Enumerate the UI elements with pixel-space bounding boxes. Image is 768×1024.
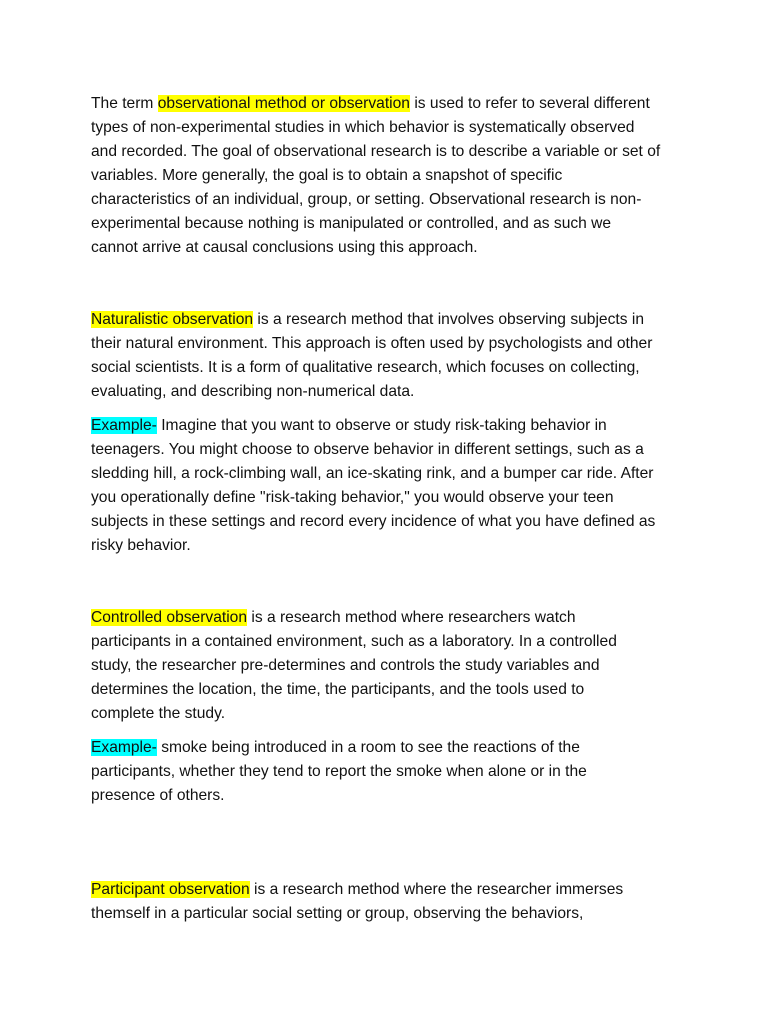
paragraph-body: is a research method that involves observing subjects in their natural environment. This approach is often used by psychologists and other social scientists. It is a form of qualitative research, which focuses on collecting, evaluating, and describing non-numerical data. [91,311,653,400]
paragraph-observational-method [91,92,691,260]
highlighted-term: Naturalistic observation [91,311,254,328]
paragraph-example-controlled [91,736,691,808]
document-page [91,92,691,926]
paragraph-body: is a research method where researchers watch participants in a contained environment, such as a laboratory. In a controlled study, the researcher pre-determines and controls the study variables and determines the location, the time, the participants, and the tools used to complete the study. [91,609,617,722]
paragraph-example-naturalistic [91,414,691,558]
example-label: Example- [91,417,157,434]
paragraph-naturalistic-observation [91,308,691,404]
highlighted-term: Controlled observation [91,609,248,626]
example-label: Example- [91,739,157,756]
paragraph-participant-observation [91,878,691,926]
highlighted-term: observational method or observation [157,95,410,112]
paragraph-body: Imagine that you want to observe or study risk-taking behavior in teenagers. You might choose to observe behavior in different settings, such as a sledding hill, a rock-climbing wall, an ice-skating rink, and a bumper car ride. After you operationally define "risk-taking behavior," you would observe your teen subjects in these settings and record every incidence of what you have defined as risky behavior. [91,417,656,554]
paragraph-lead-text: The term [91,95,158,112]
paragraph-body: smoke being introduced in a room to see the reactions of the participants, whether they tend to report the smoke when alone or in the presence of others. [91,739,587,804]
highlighted-term: Participant observation [91,881,250,898]
paragraph-controlled-observation [91,606,691,726]
paragraph-body: is a research method where the researcher immerses themself in a particular social setting or group, observing the behaviors, [91,881,624,922]
paragraph-body: is used to refer to several different types of non-experimental studies in which behavior is systematically observed and recorded. The goal of observational research is to describe a variable or set of variables. More generally, the goal is to obtain a snapshot of specific characteristics of an individual, group, or setting. Observational research is non- experimental because nothing is manipulated or controlled, and as such we cannot arrive at causal conclusions using this approach. [91,95,661,256]
